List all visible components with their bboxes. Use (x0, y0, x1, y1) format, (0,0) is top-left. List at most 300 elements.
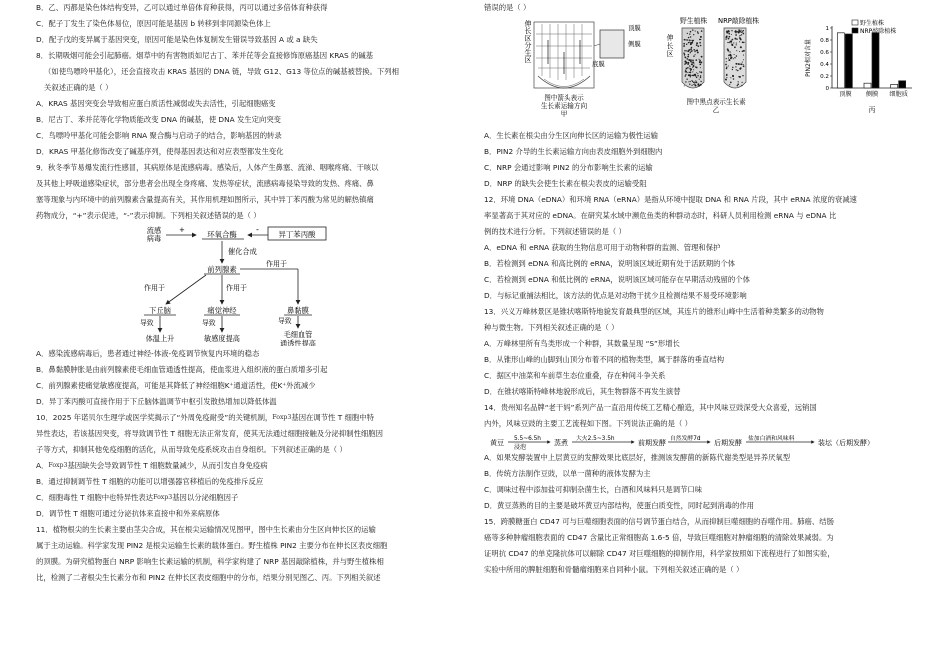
auxin-dot (694, 83, 695, 84)
foxp3-gene-label: Foxp3 (48, 462, 68, 469)
auxin-dot (730, 58, 732, 60)
auxin-dot (736, 55, 738, 57)
auxin-dot (743, 55, 744, 56)
fig9-minus: - (256, 225, 259, 234)
q8-option-b: B．尼古丁、苯并芘等化学物质能改变 DNA 的碱基，使 DNA 发生定向突变 (36, 115, 282, 124)
auxin-dot (694, 51, 695, 52)
q11-figure-svg (484, 16, 918, 128)
fig9-pain-nerve: 痛觉神经 (207, 306, 237, 315)
q8-option-c: C．鸟嘌呤甲基化可能会影响 RNA 聚合酶与启动子的结合，影响基因的转录 (36, 131, 282, 140)
q14-stem: 14．贵州知名品牌“老干妈”系列产品一直沿用传统工艺精心酿造，其中风味豆豉深受大众喜爱，远销国 (484, 403, 817, 412)
flow-label-steam-time: 大火2.5~3.5h (576, 436, 615, 442)
auxin-dot (692, 71, 693, 72)
auxin-dot (689, 74, 690, 75)
chart-bar (899, 81, 906, 88)
chart-caption: 丙 (868, 106, 876, 114)
auxin-dot (742, 75, 743, 76)
auxin-dot (687, 79, 688, 80)
auxin-dot (740, 30, 741, 31)
auxin-dot (737, 70, 739, 72)
chart-legend-swatch (852, 28, 858, 33)
foxp3-gene-label: Foxp3 (272, 414, 292, 421)
auxin-dot (692, 41, 693, 42)
auxin-dot (694, 63, 695, 64)
auxin-dot (727, 42, 728, 43)
auxin-dot (699, 71, 700, 72)
auxin-dot (739, 37, 740, 38)
auxin-dot (694, 82, 695, 83)
fig9-virus: 流感病毒 (146, 226, 162, 243)
auxin-dot (732, 75, 734, 77)
auxin-dot (741, 34, 742, 35)
auxin-dot (729, 41, 731, 43)
fig9-result-1: 体温上升 (145, 334, 175, 343)
auxin-dot (684, 61, 686, 63)
auxin-dot (736, 31, 738, 33)
auxin-dot (690, 76, 691, 77)
auxin-dot (693, 82, 694, 83)
q9-stem: 塞等现象与内环境中的前列腺素含量提高有关，其作用机理如图所示，其中异丁苯丙酸为常见的解热镇痛 (36, 195, 374, 204)
auxin-dot (735, 66, 736, 67)
auxin-dot (690, 59, 692, 61)
auxin-dot (700, 75, 701, 76)
auxin-dot (695, 81, 697, 83)
auxin-dot (687, 40, 688, 41)
chart-x-tick-label: 侧膜 (865, 91, 879, 98)
auxin-dot (736, 69, 737, 70)
auxin-dot (693, 49, 695, 51)
auxin-dot (691, 75, 693, 77)
auxin-dot (692, 59, 694, 61)
fig11-label-top-membrane: 顶膜 (628, 24, 641, 32)
auxin-dot (689, 33, 690, 34)
auxin-dot (683, 43, 685, 45)
auxin-dot (700, 45, 702, 47)
auxin-dot (690, 81, 691, 82)
foxp3-gene-label: Foxp3 (153, 494, 173, 501)
option-text: 基因缺失会导致调节性 T 细胞数量减少，从而引发自身免疫病 (67, 461, 268, 470)
auxin-dot (728, 59, 730, 61)
auxin-dot (700, 39, 701, 40)
auxin-dot (726, 77, 727, 78)
auxin-dot (728, 65, 729, 66)
fig9-lead-2: 导致 (202, 319, 216, 327)
auxin-dot (698, 45, 700, 47)
fig11-title-wildtype: 野生植株 (680, 17, 708, 25)
q15-stem: 实验中所用的脾脏细胞和骨髓瘤细胞来自同种小鼠。下列相关叙述正确的是（ ） (484, 565, 744, 574)
q11-stem: 的顶膜。为研究植物蛋白 NRP 影响生长素运输的机制，科学家构建了 NRP 基因敲除植株，并与野生植株相 (36, 557, 384, 566)
flow-label-soak-time: 5.5~6.5h (514, 436, 541, 442)
auxin-dot (734, 54, 735, 55)
auxin-dot (730, 82, 732, 84)
auxin-dot (696, 44, 698, 46)
auxin-dot (742, 62, 743, 63)
auxin-dot (686, 72, 687, 73)
auxin-dot (691, 85, 692, 86)
auxin-dot (738, 32, 739, 33)
fig11-title-nrp: NRP敲除植株 (718, 17, 760, 25)
fig9-enzyme: 环氧合酶 (207, 230, 237, 239)
flow-label-soak: 浸泡 (514, 444, 527, 450)
q9-stem: 9．秋冬季节易爆发流行性感冒，其病原体是流感病毒。感染后，人体产生鼻塞、流涕、咽喉疼痛、干咳以 (36, 163, 379, 172)
auxin-dot (741, 31, 742, 32)
auxin-dot (697, 32, 698, 33)
auxin-dot (692, 62, 694, 64)
flow-node-late-ferment: 后期发酵 (714, 439, 742, 447)
auxin-dot (687, 50, 689, 52)
auxin-dot (731, 42, 732, 43)
auxin-dot (686, 50, 687, 51)
auxin-dot (736, 44, 737, 45)
auxin-dot (687, 56, 689, 58)
auxin-dot (740, 46, 742, 48)
q9-stem: 及其他上呼吸道感染症状，部分患者会出现全身疼痛、发热等症状，流感病毒侵染导致的发热、疼痛、鼻 (36, 179, 374, 188)
auxin-dot (693, 75, 695, 77)
chart-bar (891, 84, 898, 88)
q10-stem: 子等方式，抑制其他免疫细胞的活化，从而导致免疫系统攻击自身组织。下列叙述正确的是（ ） (36, 445, 347, 454)
q10-option-c (36, 490, 454, 506)
option-text: C．细胞毒性 T 细胞中也特异性表达 (36, 493, 154, 502)
q10-option-d: D．调节性 T 细胞可通过分泌抗体来直接中和外来病原体 (36, 509, 220, 518)
fig9-nasal-mucosa: 鼻黏膜 (287, 306, 309, 315)
auxin-dot (729, 36, 731, 38)
auxin-dot (700, 36, 702, 38)
q13-option-b: B．从锥形山峰的山脚到山顶分布着不同的植物类型，属于群落的垂直结构 (484, 355, 725, 364)
auxin-dot (686, 58, 688, 60)
q8-option-d: D．KRAS 甲基化修饰改变了碱基序列，使得基因表达和对应表型都发生变化 (36, 147, 284, 156)
auxin-dot (688, 37, 690, 39)
q15-stem: 证明抗 CD47 的单克隆抗体可以解除 CD47 对巨噬细胞的抑制作用，科学家按照如下流程进行了如图实验， (484, 549, 835, 558)
auxin-dot (699, 79, 700, 80)
auxin-dot (683, 52, 684, 53)
q10-option-a (36, 458, 454, 474)
q12-option-b: B．若检测到 eDNA 和高比例的 eRNA，说明该区域近期有处于活跃期的个体 (484, 259, 736, 268)
auxin-dot (688, 62, 690, 64)
auxin-dot (743, 30, 744, 31)
auxin-dot (696, 50, 698, 52)
auxin-dot (736, 50, 737, 51)
auxin-dot (729, 51, 730, 52)
chart-bar (845, 34, 852, 88)
flow-node-soybean: 黄豆 (490, 439, 504, 447)
fig9-drug: 异丁苯丙酸 (278, 230, 316, 239)
auxin-dot (684, 50, 685, 51)
q14-stem: 内外，风味豆豉的主要工艺流程如下图。下列说法正确的是（ ） (484, 419, 692, 428)
auxin-dot (686, 68, 688, 70)
auxin-dot (683, 45, 685, 47)
auxin-dot (728, 38, 730, 40)
auxin-dot (743, 65, 745, 67)
chart-x-tick-label: 细胞质 (889, 91, 908, 98)
jia-side-label: 伸长区分生区 (524, 20, 532, 64)
auxin-dot (689, 72, 690, 73)
q8-option-a: A．KRAS 基因突变会导致相应蛋白质活性减弱或失去活性，引起细胞癌变 (36, 99, 276, 108)
auxin-dot (729, 84, 730, 85)
auxin-dot (725, 36, 727, 38)
auxin-dot (730, 77, 731, 78)
auxin-dot (732, 69, 733, 70)
auxin-dot (725, 38, 726, 39)
auxin-dot (734, 38, 736, 40)
chart-legend-label: 野生植株 (860, 20, 885, 27)
q9-diagram-svg (36, 224, 454, 346)
option-text: 基因以分泌细胞因子 (172, 493, 239, 502)
auxin-dot (741, 63, 743, 65)
auxin-dot (701, 56, 703, 58)
fig9-prostaglandin: 前列腺素 (207, 265, 237, 274)
auxin-dot (689, 83, 690, 84)
q9-option-a: A．感染流感病毒后，患者通过神经-体液-免疫调节恢复内环境的稳态 (36, 349, 260, 358)
q7-option-c: C．配子丁发生了染色体易位，原因可能是基因 b 转移到非同源染色体上 (36, 19, 271, 28)
auxin-dot (743, 64, 744, 65)
auxin-dot (688, 54, 690, 56)
auxin-dot (726, 61, 727, 62)
auxin-dot (733, 78, 735, 80)
fig9-acts-left: 作用于 (144, 284, 165, 292)
auxin-dot (738, 63, 740, 65)
fig9-lead-3: 导致 (278, 317, 292, 325)
q10-option-b: B．通过抑制调节性 T 细胞的功能可以增强器官移植后的免疫排斥反应 (36, 477, 264, 486)
auxin-dot (684, 56, 686, 58)
auxin-dot (684, 85, 685, 86)
q7-option-d: D．配子戊的变异属于基因突变，原因可能是染色体复制发生错误导致基因 A 或 a 缺失 (36, 35, 318, 44)
auxin-dot (733, 58, 734, 59)
auxin-dot (691, 47, 693, 49)
flow-node-early-ferment: 前期发酵 (638, 439, 666, 447)
q12-stem: 率显著高于其对应的 eDNA。在研究某水域中濒危鱼类的种群动态时，科研人员利用检测 eRNA 与 eDNA 比 (484, 211, 837, 220)
auxin-dot (684, 55, 685, 56)
auxin-dot (690, 52, 691, 53)
auxin-dot (693, 65, 695, 67)
auxin-dot (732, 67, 734, 69)
auxin-dot (734, 31, 736, 33)
auxin-dot (689, 66, 690, 67)
auxin-dot (730, 51, 731, 52)
fig9-acts-mid: 作用于 (226, 284, 247, 292)
q12-option-d: D．与标记重捕法相比，该方法的优点是对动物干扰少且检测结果不易受环境影响 (484, 291, 747, 300)
flow-label-seasoning: 盐加白酒和风味料 (748, 436, 795, 442)
q9-stem: 药物成分，“+”表示促进，“-”表示抑制。下列相关叙述错误的是（ ） (36, 211, 261, 220)
q8-stem: 关叙述正确的是（ ） (44, 83, 113, 92)
auxin-dot (699, 59, 700, 60)
auxin-dot (695, 31, 696, 32)
q11-stem-tail: 错误的是（ ） (484, 3, 531, 12)
chart-bar (872, 33, 879, 88)
q12-option-c: C．若检测到 eDNA 和低比例的 eRNA，说明该区域可能存在早期活动残留的个体 (484, 275, 750, 284)
auxin-dot (736, 38, 738, 40)
auxin-dot (738, 30, 740, 32)
auxin-dot (687, 67, 689, 69)
auxin-dot (690, 51, 692, 53)
chart-legend-swatch (852, 20, 858, 25)
auxin-dot (693, 34, 694, 35)
fig9-result-3: 毛细血管通透性提高 (280, 330, 316, 346)
q10-stem: 异性表达，若该基因突变，将导致调节性 T 细胞无法正常发育，使其无法通过细胞接触及分泌抑制性细胞因 (36, 429, 383, 438)
auxin-dot (735, 63, 737, 65)
q12-stem: 例的技术进行分析。下列叙述错误的是（ ） (484, 227, 626, 236)
q14-option-a: A．如果发酵装置中上层黄豆的发酵效果比底层好，推测该发酵菌的新陈代谢类型是异养厌氧型 (484, 453, 791, 462)
auxin-dot (685, 70, 686, 71)
fig11-label-side-membrane: 侧膜 (628, 40, 641, 48)
chart-x-tick-label: 顶膜 (839, 91, 852, 98)
auxin-dot (730, 54, 732, 56)
q12-stem: 12．环境 DNA（eDNA）和环境 RNA（eRNA）是指从环境中提取 DNA 和 RNA 片段，其中 eRNA 浓度的衰减速 (484, 195, 857, 204)
auxin-dot (686, 44, 687, 45)
q13-stem: 13．兴义万峰林景区是锥状喀斯特地貌发育最典型的区域，其连片的锥形山峰中生活着种类繁多的动物物 (484, 307, 824, 316)
auxin-dot (738, 81, 739, 82)
auxin-dot (695, 54, 696, 55)
q11-option-a: A．生长素在根尖由分生区向伸长区的运输为极性运输 (484, 131, 658, 140)
auxin-dot (687, 33, 688, 34)
auxin-dot (731, 30, 732, 31)
auxin-dot (737, 85, 738, 86)
auxin-dot (735, 34, 737, 36)
auxin-dot (696, 42, 698, 44)
fig9-catalysis: 催化合成 (228, 247, 257, 256)
auxin-dot (742, 82, 743, 83)
yi-cap-label: 图中黑点表示生长素乙 (686, 98, 746, 114)
auxin-dot (740, 31, 741, 32)
auxin-dot (739, 51, 740, 52)
q13-option-a: A．万峰林里所有鸟类形成一个种群，其数量呈现 “S”形增长 (484, 339, 680, 348)
auxin-dot (690, 43, 692, 45)
auxin-dot (697, 73, 698, 74)
auxin-dot (728, 58, 729, 59)
q14-option-c: C．调味过程中添加盐可抑制杂菌生长，白酒和风味料只是调节口味 (484, 485, 703, 494)
q14-option-b: B．传统方法制作豆豉，以单一菌种的液体发酵为主 (484, 469, 651, 478)
auxin-dot (701, 30, 703, 32)
auxin-dot (726, 58, 727, 59)
q14-flow-svg (484, 432, 918, 450)
auxin-dot (743, 59, 744, 60)
auxin-dot (692, 29, 693, 30)
auxin-dot (743, 42, 745, 44)
q11-stem: 属于主动运输。科学家发现 PIN2 是根尖运输生长素的载体蛋白。野生植株 PIN2 主要分布在伸长区表皮细胞 (36, 541, 388, 550)
auxin-dot (685, 74, 686, 75)
q10-stem-part: 10．2025 年诺贝尔生理学或医学奖揭示了“外周免疫耐受”的关键机制， (36, 413, 273, 422)
auxin-dot (688, 42, 689, 43)
q12-option-a: A．eDNA 和 eRNA 获取的生物信息可用于动物种群的监测、管理和保护 (484, 243, 721, 252)
auxin-dot (689, 42, 690, 43)
q13-option-d: D．在锥状喀斯特峰林地貌形成后，其生物群落不再发生演替 (484, 387, 681, 396)
q13-stem: 种与微生物。下列相关叙述正确的是（ ） (484, 323, 619, 332)
auxin-dot (689, 68, 691, 70)
auxin-dot (685, 39, 686, 40)
chart-y-tick-label: 1 (825, 26, 829, 32)
fig9-result-2: 敏感度提高 (204, 334, 240, 343)
auxin-dot (696, 67, 698, 69)
auxin-dot (693, 55, 695, 57)
chart-bar (864, 83, 871, 88)
q10-stem (36, 410, 454, 426)
q13-option-c: C．据区中油菜和车前草生态位重叠，存在种间斗争关系 (484, 371, 666, 380)
auxin-dot (700, 81, 701, 82)
auxin-dot (699, 60, 701, 62)
fig9-acts-right: 作用于 (266, 260, 287, 268)
q11-option-d: D．NRP 的缺失会使生长素在根尖表皮的运输受阻 (484, 179, 647, 188)
auxin-dot (728, 31, 730, 33)
auxin-dot (726, 32, 728, 34)
auxin-dot (686, 62, 687, 63)
auxin-dot (725, 79, 727, 81)
auxin-dot (739, 35, 740, 36)
auxin-dot (693, 69, 694, 70)
fig11-label-bottom-membrane: 底膜 (592, 60, 605, 68)
auxin-dot (693, 84, 694, 85)
auxin-dot (725, 64, 727, 66)
fig9-hypothalamus: 下丘脑 (149, 306, 171, 315)
q11-figure (484, 16, 918, 128)
auxin-dot (692, 40, 693, 41)
auxin-dot (740, 38, 742, 40)
q14-process-flow (484, 432, 918, 450)
auxin-dot (726, 31, 727, 32)
fig11-yi (667, 16, 760, 114)
fig11-bing-chart (804, 19, 912, 114)
flow-label-natural-ferment: 自然发酵7d (670, 436, 701, 442)
q15-stem: 癌等多种肿瘤细胞表面的 CD47 含量比正常细胞高 1.6-5 倍，导致巨噬细胞对肿瘤细胞的清除效果减弱。为 (484, 533, 834, 542)
q7-option-b: B．乙、丙都是染色体结构变异，乙可以通过单倍体育种获得，丙可以通过多倍体育种获得 (36, 3, 328, 12)
auxin-dot (690, 72, 692, 74)
auxin-dot (737, 83, 739, 85)
chart-y-tick-label: 0.2 (820, 74, 829, 80)
auxin-dot (732, 39, 734, 41)
auxin-dot (690, 40, 691, 41)
auxin-dot (686, 71, 687, 72)
chart-legend-label: NRP敲除植株 (860, 28, 897, 35)
auxin-dot (689, 65, 690, 66)
chart-y-axis-title: PIN2相对含量 (805, 39, 812, 77)
q8-stem: （如使鸟嘌呤甲基化），还会直接攻击 KRAS 基因的 DNA 链，导致 G12、G13 等位点的碱基被替换。下列相 (44, 67, 399, 76)
auxin-dot (736, 43, 737, 44)
auxin-dot (734, 46, 736, 48)
auxin-dot (691, 80, 692, 81)
q8-stem: 8．长期吸烟可能会引起肺癌。烟草中的有害物质如尼古丁、苯并芘等会直接修饰原癌基因 KRAS 的碱基 (36, 51, 374, 60)
auxin-dot (700, 71, 702, 73)
auxin-dot (697, 84, 699, 86)
auxin-dot (690, 70, 691, 71)
auxin-dot (688, 81, 689, 82)
auxin-dot (739, 68, 741, 70)
auxin-dot (685, 81, 686, 82)
auxin-dot (734, 57, 735, 58)
auxin-dot (727, 48, 729, 50)
auxin-dot (743, 33, 745, 35)
auxin-dot (696, 77, 697, 78)
auxin-dot (697, 75, 699, 77)
q11-option-b: B．PIN2 介导的生长素运输方向由表皮细胞外到细胞内 (484, 147, 663, 156)
q9-option-c: C．前列腺素使痛觉敏感度提高，可能是其降低了神经细胞K⁺通道活性，使K⁺外流减少 (36, 381, 316, 390)
auxin-dot (743, 50, 745, 52)
auxin-dot (685, 63, 686, 64)
q9-option-d: D．异丁苯丙酸可直接作用于下丘脑体温调节中枢引发散热增加以降低体温 (36, 397, 277, 406)
jia-cap-label: 图中箭头表示生长素运输方向甲 (540, 94, 588, 118)
auxin-dot (739, 76, 741, 78)
auxin-dot (695, 80, 696, 81)
chart-y-tick-label: 0.8 (820, 38, 829, 44)
chart-y-tick-label: 0.6 (820, 50, 829, 56)
auxin-dot (700, 77, 702, 79)
fig9-plus: + (179, 226, 185, 234)
q15-stem: 15．跨膜糖蛋白 CD47 可与巨噬细胞表面的信号调节蛋白结合，从而抑制巨噬细胞的吞噬作用。肺癌、结肠 (484, 517, 834, 526)
auxin-dot (699, 64, 701, 66)
chart-y-tick-label: 0.4 (820, 62, 829, 68)
auxin-dot (733, 42, 734, 43)
auxin-dot (731, 34, 732, 35)
auxin-dot (741, 85, 742, 86)
auxin-dot (696, 72, 697, 73)
auxin-dot (695, 59, 697, 61)
